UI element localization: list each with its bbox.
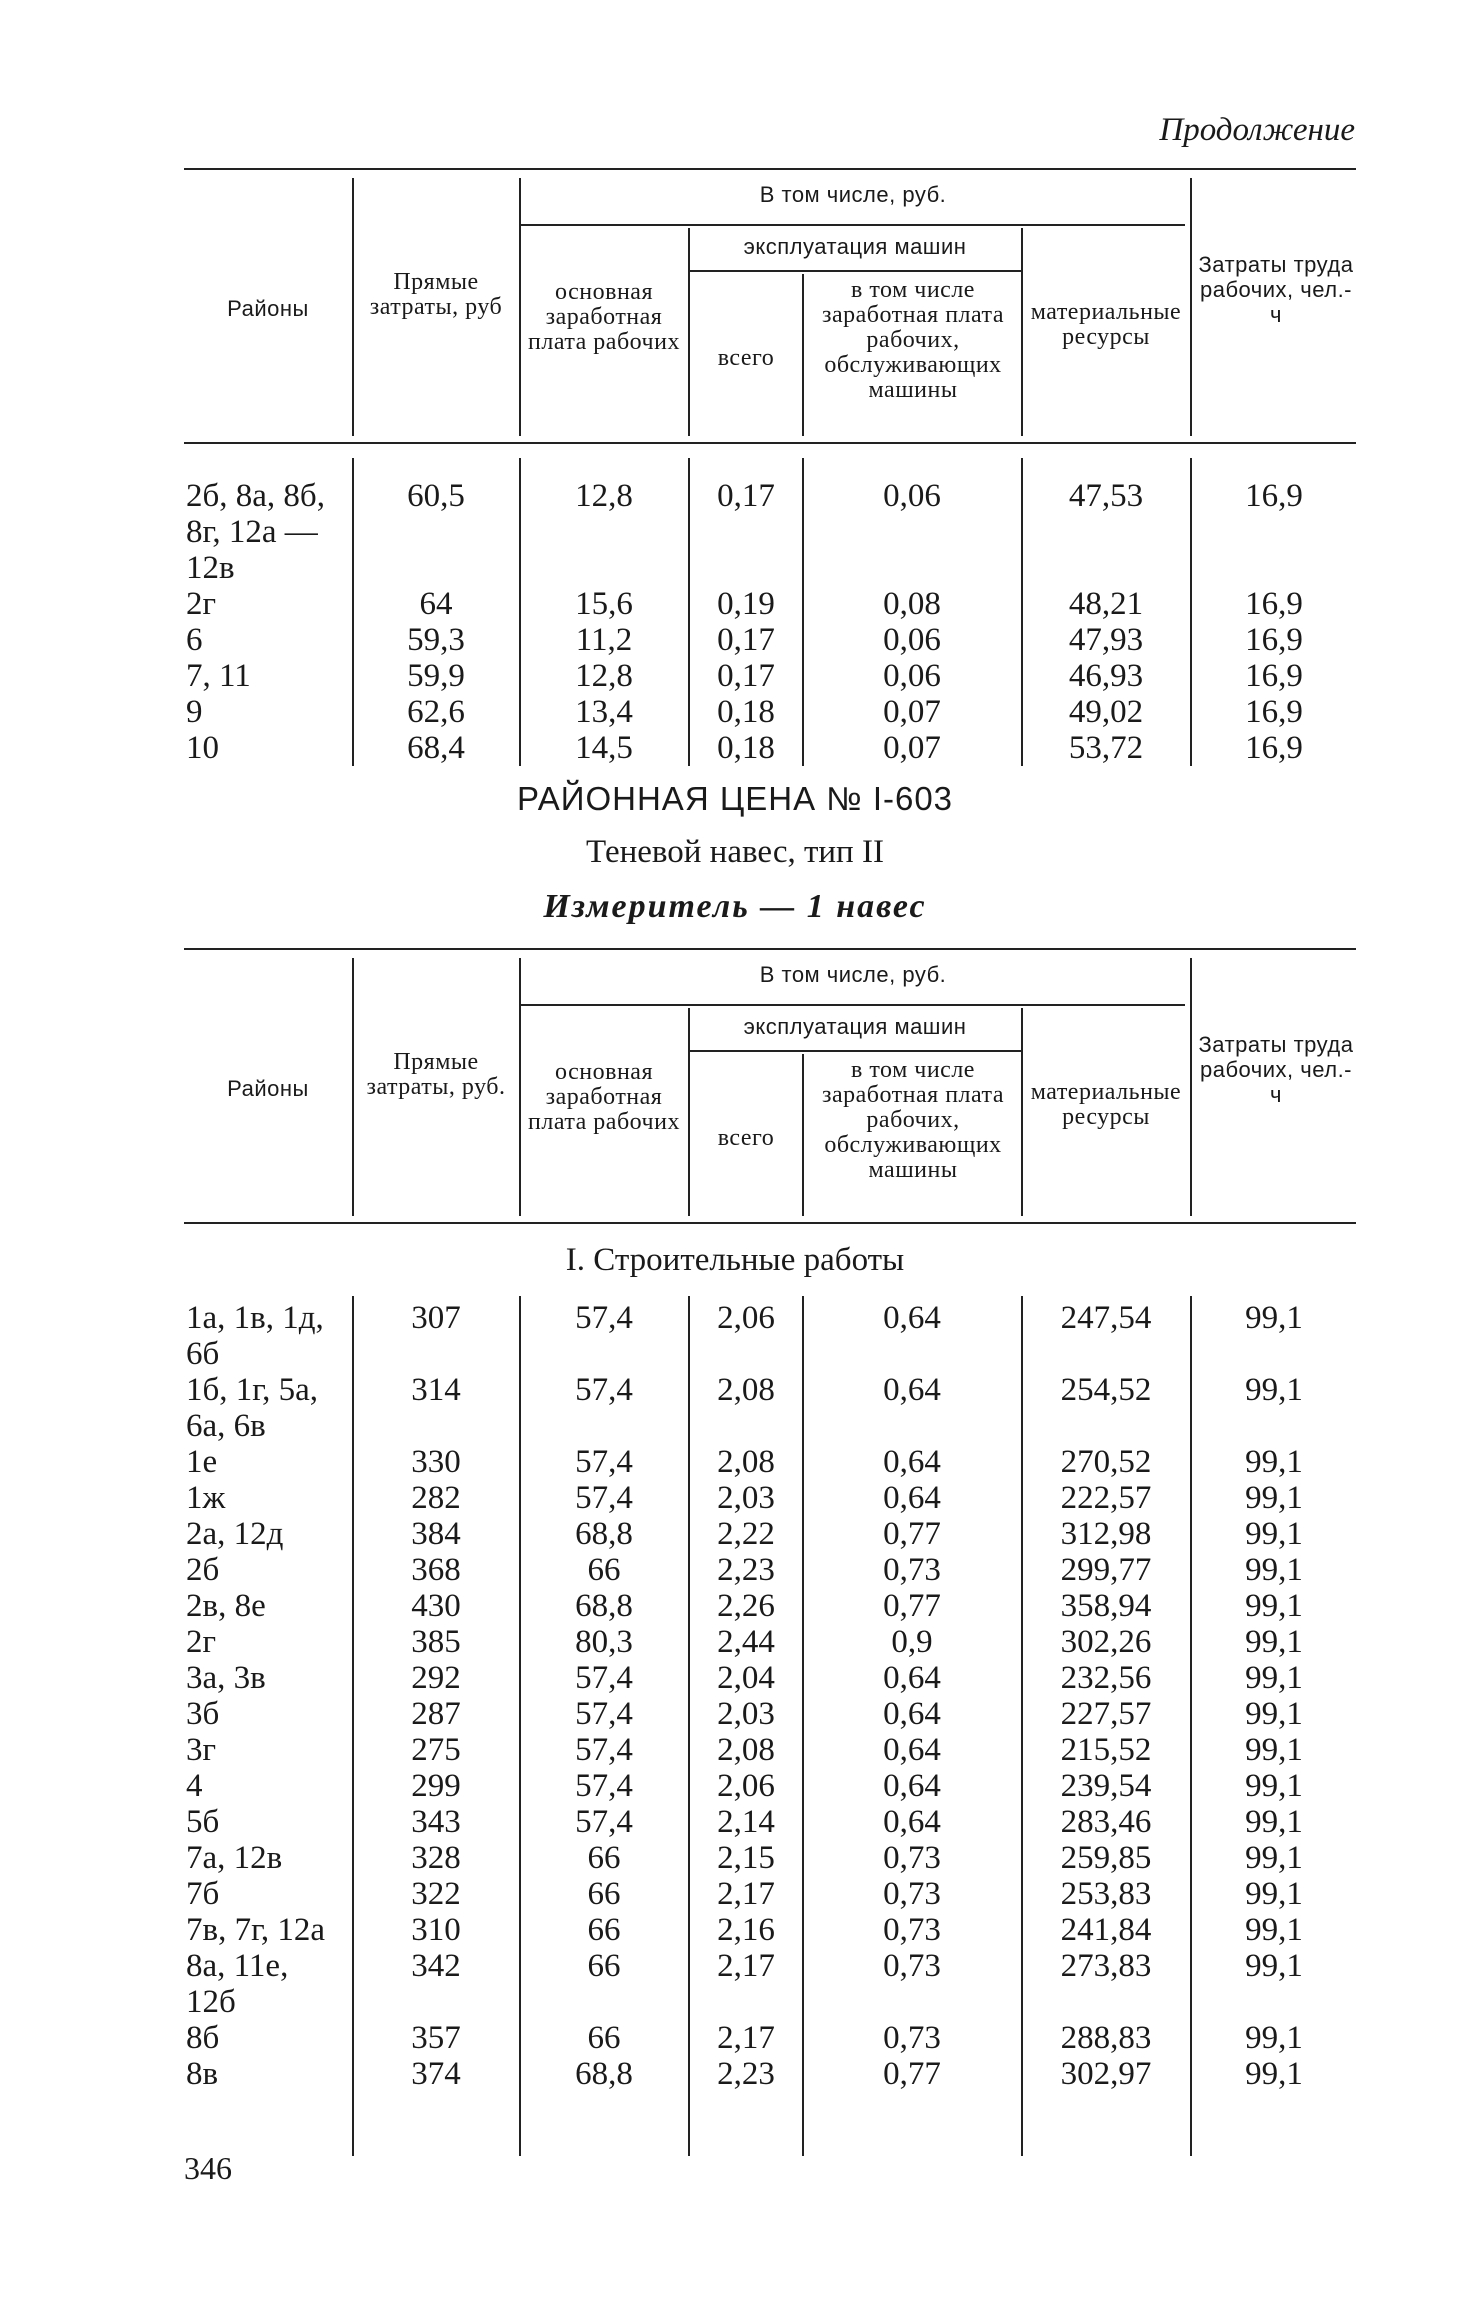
header-machine-operation: эксплуатация машин bbox=[743, 234, 967, 259]
cell-machine-total: 2,15 bbox=[717, 1840, 775, 1876]
cell-labor: 99,1 bbox=[1245, 1444, 1303, 1480]
cell-labor: 99,1 bbox=[1245, 2020, 1303, 2056]
cell-direct-costs: 368 bbox=[411, 1552, 461, 1588]
cell-materials: 253,83 bbox=[1060, 1876, 1152, 1912]
cell-direct-costs: 330 bbox=[411, 1444, 461, 1480]
cell-machine-total: 2,08 bbox=[717, 1372, 775, 1408]
cell-machine-wages: 0,06 bbox=[883, 478, 941, 514]
cell-direct-costs: 64 bbox=[419, 586, 453, 622]
cell-machine-wages: 0,73 bbox=[883, 1876, 941, 1912]
cell-materials: 215,52 bbox=[1060, 1732, 1152, 1768]
cell-basic-wages: 68,8 bbox=[575, 1588, 633, 1624]
header-machine-operation-2: эксплуатация машин bbox=[743, 1014, 967, 1039]
cell-materials: 283,46 bbox=[1060, 1804, 1152, 1840]
cell-materials: 222,57 bbox=[1060, 1480, 1152, 1516]
cell-region: 2г bbox=[186, 1624, 217, 1660]
cell-labor: 16,9 bbox=[1245, 622, 1303, 658]
cell-machine-wages: 0,64 bbox=[883, 1804, 941, 1840]
cell-machine-wages: 0,73 bbox=[883, 1948, 941, 1984]
price-title: РАЙОННАЯ ЦЕНА № I-603 bbox=[516, 780, 954, 817]
cell-machine-total: 2,23 bbox=[717, 2056, 775, 2092]
cell-machine-wages: 0,64 bbox=[883, 1660, 941, 1696]
cell-materials: 48,21 bbox=[1068, 586, 1144, 622]
cell-basic-wages: 57,4 bbox=[575, 1300, 633, 1336]
cell-direct-costs: 62,6 bbox=[407, 694, 465, 730]
cell-direct-costs: 59,3 bbox=[407, 622, 465, 658]
continuation-label: Продолжение bbox=[1159, 112, 1355, 148]
cell-labor: 99,1 bbox=[1245, 1588, 1303, 1624]
cell-materials: 47,53 bbox=[1068, 478, 1144, 514]
cell-machine-total: 2,06 bbox=[717, 1300, 775, 1336]
cell-direct-costs: 430 bbox=[411, 1588, 461, 1624]
cell-direct-costs: 384 bbox=[411, 1516, 461, 1552]
cell-machine-total: 0,17 bbox=[717, 478, 775, 514]
section-title: I. Строительные работы bbox=[565, 1242, 905, 1278]
cell-labor: 99,1 bbox=[1245, 1804, 1303, 1840]
header-direct-costs-2: Прямые затраты, руб. bbox=[366, 1049, 506, 1100]
cell-labor: 99,1 bbox=[1245, 1372, 1303, 1408]
cell-machine-wages: 0,73 bbox=[883, 1552, 941, 1588]
header-direct-costs: Прямые затраты, руб bbox=[369, 269, 503, 320]
cell-machine-total: 2,08 bbox=[717, 1732, 775, 1768]
cell-basic-wages: 66 bbox=[587, 1948, 621, 1984]
cell-machine-wages: 0,77 bbox=[883, 2056, 941, 2092]
cell-materials: 227,57 bbox=[1060, 1696, 1152, 1732]
cell-materials: 273,83 bbox=[1060, 1948, 1152, 1984]
cell-materials: 232,56 bbox=[1060, 1660, 1152, 1696]
cell-region: 7б bbox=[186, 1876, 220, 1912]
cell-labor: 16,9 bbox=[1245, 694, 1303, 730]
cell-machine-wages: 0,64 bbox=[883, 1732, 941, 1768]
cell-machine-wages: 0,64 bbox=[883, 1768, 941, 1804]
cell-machine-total: 2,17 bbox=[717, 1876, 775, 1912]
cell-region: 10 bbox=[186, 730, 219, 766]
cell-machine-wages: 0,64 bbox=[883, 1696, 941, 1732]
cell-labor: 16,9 bbox=[1245, 730, 1303, 766]
cell-basic-wages: 57,4 bbox=[575, 1444, 633, 1480]
cell-direct-costs: 292 bbox=[411, 1660, 461, 1696]
cell-basic-wages: 11,2 bbox=[575, 622, 633, 658]
cell-basic-wages: 68,8 bbox=[575, 1516, 633, 1552]
cell-labor: 99,1 bbox=[1245, 1480, 1303, 1516]
cell-region: 8б bbox=[186, 2020, 220, 2056]
cell-materials: 312,98 bbox=[1060, 1516, 1152, 1552]
cell-machine-wages: 0,77 bbox=[883, 1516, 941, 1552]
cell-materials: 302,26 bbox=[1060, 1624, 1152, 1660]
header-materials-2: материальные ресурсы bbox=[1030, 1079, 1182, 1130]
header-machine-wages: в том числе заработная плата рабочих, обслуживающих машины bbox=[822, 277, 1004, 403]
cell-region: 3б bbox=[186, 1696, 220, 1732]
cell-region: 3г bbox=[186, 1732, 217, 1768]
cell-machine-total: 2,22 bbox=[717, 1516, 775, 1552]
cell-machine-wages: 0,73 bbox=[883, 1912, 941, 1948]
cell-region: 2б bbox=[186, 1552, 220, 1588]
cell-region: 7, 11 bbox=[186, 658, 251, 694]
cell-direct-costs: 328 bbox=[411, 1840, 461, 1876]
header-labor: Затраты труда рабочих, чел.-ч bbox=[1198, 252, 1354, 327]
cell-basic-wages: 12,8 bbox=[575, 478, 633, 514]
cell-direct-costs: 299 bbox=[411, 1768, 461, 1804]
cell-region: 1а, 1в, 1д, 6б bbox=[186, 1300, 324, 1372]
measure-unit: Измеритель — 1 навес bbox=[543, 888, 927, 925]
cell-materials: 259,85 bbox=[1060, 1840, 1152, 1876]
cell-labor: 99,1 bbox=[1245, 1948, 1303, 1984]
cell-direct-costs: 307 bbox=[411, 1300, 461, 1336]
cell-labor: 99,1 bbox=[1245, 2056, 1303, 2092]
cell-labor: 99,1 bbox=[1245, 1624, 1303, 1660]
cell-region: 8в bbox=[186, 2056, 219, 2092]
cell-materials: 270,52 bbox=[1060, 1444, 1152, 1480]
header-materials: материальные ресурсы bbox=[1030, 299, 1182, 350]
cell-machine-total: 0,18 bbox=[717, 694, 775, 730]
cell-basic-wages: 57,4 bbox=[575, 1768, 633, 1804]
cell-basic-wages: 57,4 bbox=[575, 1660, 633, 1696]
cell-direct-costs: 342 bbox=[411, 1948, 461, 1984]
cell-labor: 16,9 bbox=[1245, 478, 1303, 514]
cell-labor: 16,9 bbox=[1245, 586, 1303, 622]
cell-machine-wages: 0,73 bbox=[883, 1840, 941, 1876]
cell-direct-costs: 282 bbox=[411, 1480, 461, 1516]
cell-basic-wages: 13,4 bbox=[575, 694, 633, 730]
cell-region: 2а, 12д bbox=[186, 1516, 284, 1552]
cell-machine-wages: 0,64 bbox=[883, 1300, 941, 1336]
cell-region: 8а, 11е, 12б bbox=[186, 1948, 289, 2020]
cell-machine-wages: 0,64 bbox=[883, 1480, 941, 1516]
cell-direct-costs: 287 bbox=[411, 1696, 461, 1732]
cell-machine-wages: 0,06 bbox=[883, 622, 941, 658]
cell-basic-wages: 66 bbox=[587, 1876, 621, 1912]
cell-region: 3а, 3в bbox=[186, 1660, 266, 1696]
cell-labor: 99,1 bbox=[1245, 1876, 1303, 1912]
header-machine-wages-2: в том числе заработная плата рабочих, обслуживающих машины bbox=[822, 1057, 1004, 1183]
cell-direct-costs: 385 bbox=[411, 1624, 461, 1660]
cell-machine-wages: 0,64 bbox=[883, 1372, 941, 1408]
cell-machine-total: 2,03 bbox=[717, 1480, 775, 1516]
cell-labor: 99,1 bbox=[1245, 1300, 1303, 1336]
cell-direct-costs: 60,5 bbox=[407, 478, 465, 514]
cell-materials: 358,94 bbox=[1060, 1588, 1152, 1624]
cell-machine-wages: 0,06 bbox=[883, 658, 941, 694]
cell-basic-wages: 66 bbox=[587, 1840, 621, 1876]
cell-region: 9 bbox=[186, 694, 203, 730]
cell-machine-wages: 0,64 bbox=[883, 1444, 941, 1480]
cell-machine-total: 2,17 bbox=[717, 1948, 775, 1984]
cell-labor: 99,1 bbox=[1245, 1840, 1303, 1876]
cell-labor: 99,1 bbox=[1245, 1660, 1303, 1696]
cell-materials: 302,97 bbox=[1060, 2056, 1152, 2092]
cell-basic-wages: 66 bbox=[587, 1912, 621, 1948]
cell-materials: 47,93 bbox=[1068, 622, 1144, 658]
cell-materials: 247,54 bbox=[1060, 1300, 1152, 1336]
cell-direct-costs: 275 bbox=[411, 1732, 461, 1768]
header-regions: Районы bbox=[227, 296, 309, 321]
cell-basic-wages: 66 bbox=[587, 1552, 621, 1588]
cell-machine-total: 2,04 bbox=[717, 1660, 775, 1696]
header-basic-wages-2: основная заработная плата рабочих bbox=[528, 1059, 680, 1135]
header-total: всего bbox=[717, 345, 775, 371]
cell-region: 2г bbox=[186, 586, 217, 622]
cell-region: 1е bbox=[186, 1444, 218, 1480]
cell-machine-total: 0,17 bbox=[717, 622, 775, 658]
cell-direct-costs: 322 bbox=[411, 1876, 461, 1912]
cell-region: 5б bbox=[186, 1804, 220, 1840]
cell-materials: 254,52 bbox=[1060, 1372, 1152, 1408]
header-including: В том числе, руб. bbox=[759, 182, 947, 207]
cell-direct-costs: 343 bbox=[411, 1804, 461, 1840]
cell-machine-total: 0,19 bbox=[717, 586, 775, 622]
cell-machine-total: 0,18 bbox=[717, 730, 775, 766]
cell-machine-total: 2,17 bbox=[717, 2020, 775, 2056]
header-labor-2: Затраты труда рабочих, чел.-ч bbox=[1198, 1032, 1354, 1107]
cell-materials: 239,54 bbox=[1060, 1768, 1152, 1804]
cell-basic-wages: 14,5 bbox=[575, 730, 633, 766]
cell-materials: 299,77 bbox=[1060, 1552, 1152, 1588]
cell-direct-costs: 357 bbox=[411, 2020, 461, 2056]
cell-region: 2б, 8а, 8б, 8г, 12а — 12в bbox=[186, 478, 325, 586]
cell-basic-wages: 15,6 bbox=[575, 586, 633, 622]
header-total-2: всего bbox=[717, 1125, 775, 1151]
cell-labor: 99,1 bbox=[1245, 1696, 1303, 1732]
cell-materials: 49,02 bbox=[1068, 694, 1144, 730]
cell-labor: 99,1 bbox=[1245, 1516, 1303, 1552]
header-regions-2: Районы bbox=[227, 1076, 309, 1101]
cell-labor: 99,1 bbox=[1245, 1912, 1303, 1948]
cell-region: 7а, 12в bbox=[186, 1840, 283, 1876]
cell-machine-wages: 0,08 bbox=[883, 586, 941, 622]
cell-basic-wages: 57,4 bbox=[575, 1696, 633, 1732]
price-subtitle: Теневой навес, тип II bbox=[586, 834, 884, 870]
cell-direct-costs: 310 bbox=[411, 1912, 461, 1948]
cell-direct-costs: 68,4 bbox=[407, 730, 465, 766]
header-including-2: В том числе, руб. bbox=[759, 962, 947, 987]
cell-machine-total: 0,17 bbox=[717, 658, 775, 694]
cell-region: 7в, 7г, 12а bbox=[186, 1912, 326, 1948]
cell-machine-wages: 0,07 bbox=[883, 694, 941, 730]
cell-basic-wages: 80,3 bbox=[575, 1624, 633, 1660]
cell-machine-total: 2,06 bbox=[717, 1768, 775, 1804]
cell-direct-costs: 314 bbox=[411, 1372, 461, 1408]
cell-region: 1б, 1г, 5а, 6а, 6в bbox=[186, 1372, 318, 1444]
cell-machine-total: 2,03 bbox=[717, 1696, 775, 1732]
cell-basic-wages: 57,4 bbox=[575, 1372, 633, 1408]
cell-machine-wages: 0,73 bbox=[883, 2020, 941, 2056]
cell-labor: 99,1 bbox=[1245, 1552, 1303, 1588]
cell-region: 4 bbox=[186, 1768, 203, 1804]
page-number: 346 bbox=[184, 2150, 232, 2186]
cell-basic-wages: 68,8 bbox=[575, 2056, 633, 2092]
cell-machine-total: 2,14 bbox=[717, 1804, 775, 1840]
cell-materials: 241,84 bbox=[1060, 1912, 1152, 1948]
header-basic-wages: основная заработная плата рабочих bbox=[528, 279, 680, 355]
cell-direct-costs: 374 bbox=[411, 2056, 461, 2092]
cell-labor: 99,1 bbox=[1245, 1768, 1303, 1804]
cell-machine-total: 2,16 bbox=[717, 1912, 775, 1948]
cell-materials: 53,72 bbox=[1068, 730, 1144, 766]
cell-materials: 288,83 bbox=[1060, 2020, 1152, 2056]
cell-region: 2в, 8е bbox=[186, 1588, 266, 1624]
cell-machine-wages: 0,07 bbox=[883, 730, 941, 766]
cell-machine-total: 2,44 bbox=[717, 1624, 775, 1660]
cell-machine-total: 2,26 bbox=[717, 1588, 775, 1624]
cell-machine-total: 2,23 bbox=[717, 1552, 775, 1588]
cell-basic-wages: 57,4 bbox=[575, 1732, 633, 1768]
cell-basic-wages: 66 bbox=[587, 2020, 621, 2056]
cell-materials: 46,93 bbox=[1068, 658, 1144, 694]
cell-basic-wages: 12,8 bbox=[575, 658, 633, 694]
cell-machine-wages: 0,9 bbox=[891, 1624, 933, 1660]
cell-basic-wages: 57,4 bbox=[575, 1804, 633, 1840]
cell-basic-wages: 57,4 bbox=[575, 1480, 633, 1516]
cell-region: 1ж bbox=[186, 1480, 226, 1516]
cell-region: 6 bbox=[186, 622, 203, 658]
cell-labor: 16,9 bbox=[1245, 658, 1303, 694]
cell-machine-total: 2,08 bbox=[717, 1444, 775, 1480]
cell-labor: 99,1 bbox=[1245, 1732, 1303, 1768]
cell-machine-wages: 0,77 bbox=[883, 1588, 941, 1624]
cell-direct-costs: 59,9 bbox=[407, 658, 465, 694]
